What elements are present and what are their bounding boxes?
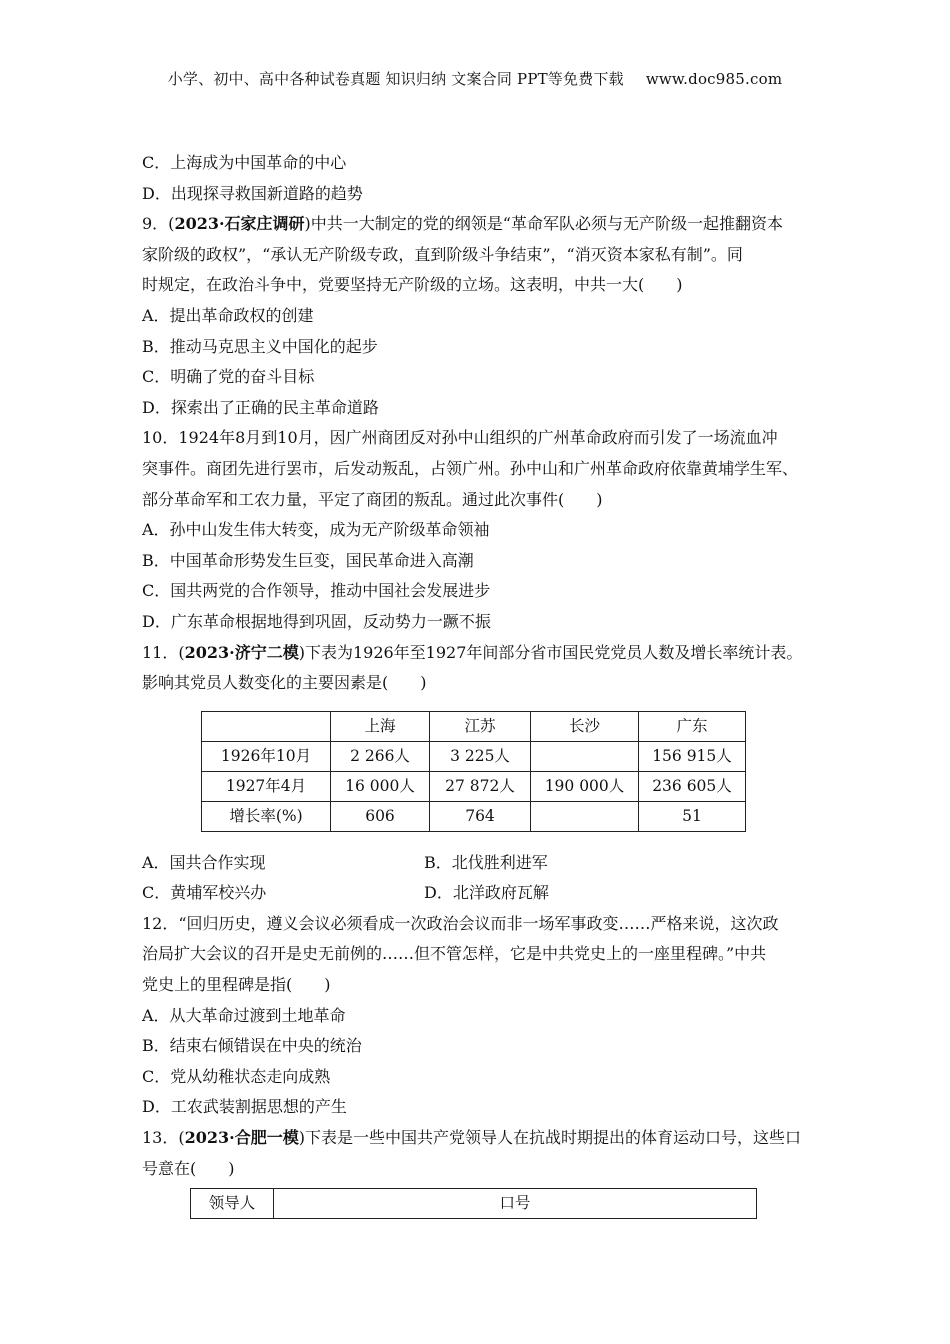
- table-cell: 27 872人: [430, 771, 531, 801]
- q12-option-a: A．从大革命过渡到土地革命: [142, 1005, 346, 1025]
- q9-source: 2023·石家庄调研: [174, 214, 305, 234]
- q9-stem-line-3: 时规定，在政治斗争中，党要坚持无产阶级的立场。这表明，中共一大( ): [142, 275, 683, 295]
- q11-stem-line-2: 影响其党员人数变化的主要因素是( ): [142, 673, 427, 693]
- q9-option-d: D．探索出了正确的民主革命道路: [142, 397, 379, 417]
- table-cell: 51: [639, 801, 746, 831]
- table-cell: 口号: [274, 1189, 757, 1219]
- q12-option-c: C．党从幼稚状态走向成熟: [142, 1066, 331, 1086]
- table-cell: 长沙: [531, 711, 639, 741]
- table-cell: 190 000人: [531, 771, 639, 801]
- q11-option-d: D．北洋政府瓦解: [424, 883, 549, 903]
- header-site: www.doc985.com: [645, 70, 783, 88]
- q10-option-c: C．国共两党的合作领导，推动中国社会发展进步: [142, 581, 491, 601]
- page-header: [0, 68, 950, 89]
- q9-option-a: A．提出革命政权的创建: [142, 305, 314, 325]
- q11-options-row-2: [142, 878, 818, 909]
- table-cell: [531, 741, 639, 771]
- q10-option-b: B．中国革命形势发生巨变，国民革命进入高潮: [142, 550, 474, 570]
- q11-option-a: A．国共合作实现: [142, 852, 266, 872]
- q9-option-b: B．推动马克思主义中国化的起步: [142, 336, 378, 356]
- q12-stem-line-3: 党史上的里程碑是指( ): [142, 975, 331, 995]
- q12-option-d: D．工农武装割据思想的产生: [142, 1097, 347, 1117]
- table-cell: 增长率(%): [202, 801, 331, 831]
- table-cell: 江苏: [430, 711, 531, 741]
- q9-stem-line-1: 9．(2023·石家庄调研)中共一大制定的党的纲领是“革命军队必须与无产阶级一起推翻资本: [142, 214, 783, 234]
- q8-option-c: C．上海成为中国革命的中心: [142, 153, 347, 172]
- q11-option-b: B．北伐胜利进军: [424, 852, 548, 872]
- table-cell: 2 266人: [331, 741, 430, 771]
- table-header-row: [191, 1189, 757, 1219]
- q10-option-d: D．广东革命根据地得到巩固，反动势力一蹶不振: [142, 611, 491, 631]
- q11-options-row-1: [142, 848, 818, 879]
- table-cell: 16 000人: [331, 771, 430, 801]
- q11-stem-line-1: 11．(2023·济宁二模)下表为1926年至1927年间部分省市国民党党员人数及增长率统计表。: [142, 642, 803, 662]
- table-cell: 236 605人: [639, 771, 746, 801]
- q12-stem-line-1: 12．“回归历史，遵义会议必须看成一次政治会议而非一场军事政变……严格来说，这次政: [142, 913, 779, 933]
- table-cell: 156 915人: [639, 741, 746, 771]
- table-row: [202, 771, 746, 801]
- q13-table: [190, 1188, 757, 1219]
- q10-stem-line-1: 10．1924年8月到10月，因广州商团反对孙中山组织的广州革命政府而引发了一场流血冲: [142, 428, 778, 448]
- q12-option-b: B．结束右倾错误在中央的统治: [142, 1036, 362, 1056]
- table-cell: 764: [430, 801, 531, 831]
- table-cell: 领导人: [191, 1189, 274, 1219]
- q13-stem-line-2: 号意在( ): [142, 1158, 235, 1178]
- table-cell: 1927年4月: [202, 771, 331, 801]
- q12-stem-line-2: 治局扩大会议的召开是史无前例的……但不管怎样，它是中共党史上的一座里程碑。”中共: [142, 944, 767, 964]
- q9-stem-line-2: 家阶级的政权”，“承认无产阶级专政，直到阶级斗争结束”，“消灭资本家私有制”。同: [142, 244, 743, 264]
- table-cell: 广东: [639, 711, 746, 741]
- q11-source: 2023·济宁二模: [184, 642, 299, 662]
- document-body: [142, 148, 818, 1219]
- q10-stem-line-3: 部分革命军和工农力量，平定了商团的叛乱。通过此次事件( ): [142, 489, 603, 509]
- q11-option-c: C．黄埔军校兴办: [142, 883, 267, 903]
- q8-option-d: D．出现探寻救国新道路的趋势: [142, 183, 363, 203]
- table-cell: 606: [331, 801, 430, 831]
- table-header-row: [202, 711, 746, 741]
- table-cell: 上海: [331, 711, 430, 741]
- q11-table: [201, 711, 746, 832]
- q13-source: 2023·合肥一模: [184, 1128, 299, 1148]
- table-cell: [531, 801, 639, 831]
- table-row: [202, 741, 746, 771]
- q10-option-a: A．孙中山发生伟大转变，成为无产阶级革命领袖: [142, 520, 490, 540]
- header-text: 小学、初中、高中各种试卷真题 知识归纳 文案合同 PPT等免费下载: [167, 70, 624, 88]
- table-row: [202, 801, 746, 831]
- table-cell: [202, 711, 331, 741]
- q9-option-c: C．明确了党的奋斗目标: [142, 367, 315, 387]
- q10-stem-line-2: 突事件。商团先进行罢市，后发动叛乱，占领广州。孙中山和广州革命政府依靠黄埔学生军、: [142, 458, 799, 478]
- q13-stem-line-1: 13．(2023·合肥一模)下表是一些中国共产党领导人在抗战时期提出的体育运动口号，这些口: [142, 1128, 801, 1148]
- table-cell: 1926年10月: [202, 741, 331, 771]
- table-cell: 3 225人: [430, 741, 531, 771]
